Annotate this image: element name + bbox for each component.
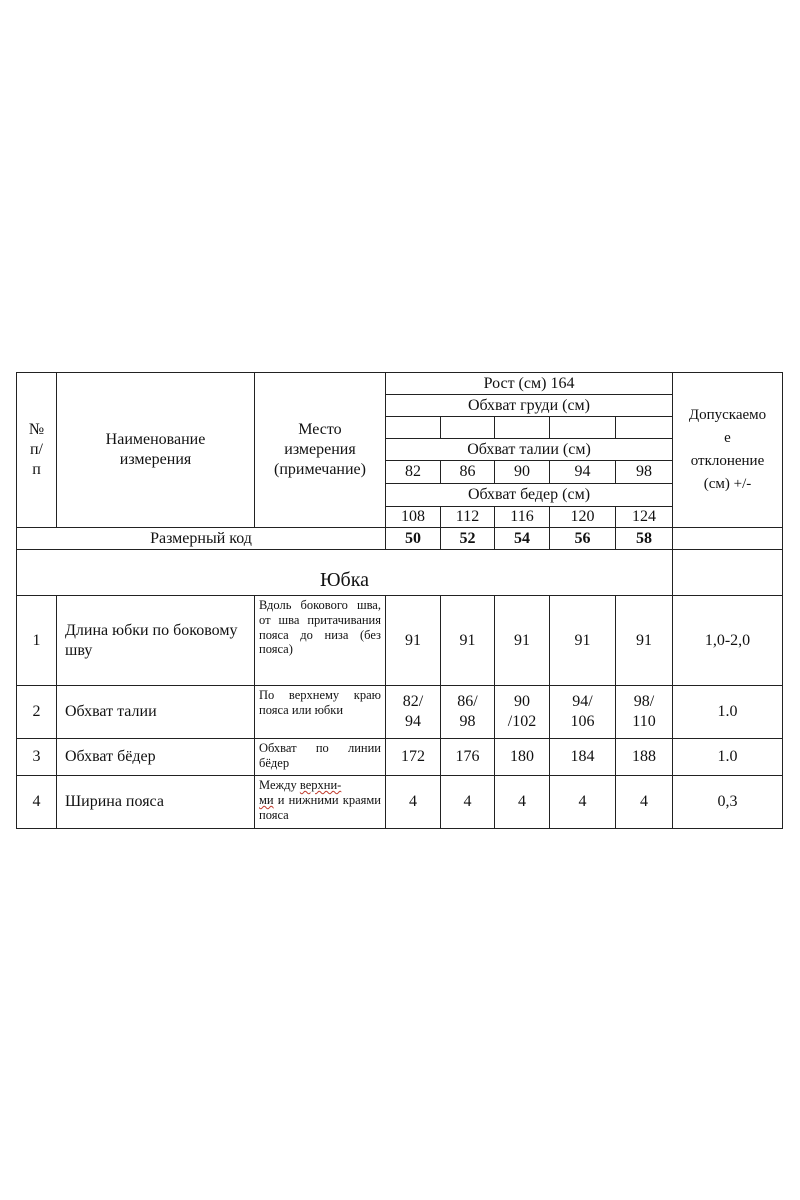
waist-value: 94 bbox=[549, 460, 616, 484]
row-measurement-name: Обхват талии bbox=[56, 685, 255, 739]
waist-value: 82 bbox=[385, 460, 441, 484]
row-value: 4 bbox=[494, 775, 550, 829]
row-value: 98/ 110 bbox=[615, 685, 673, 739]
row-tolerance: 1,0-2,0 bbox=[672, 595, 783, 686]
row-value: 91 bbox=[615, 595, 673, 686]
row-value: 184 bbox=[549, 738, 616, 776]
waist-value: 98 bbox=[615, 460, 673, 484]
row-value: 91 bbox=[494, 595, 550, 686]
row-value: 91 bbox=[549, 595, 616, 686]
size-code-label: Размерный код bbox=[16, 527, 386, 550]
chest-value-cell bbox=[615, 416, 673, 439]
row-value: 4 bbox=[440, 775, 495, 829]
row-value: 176 bbox=[440, 738, 495, 776]
row-measurement-name: Длина юбки по боковому шву bbox=[56, 595, 255, 686]
row-number: 4 bbox=[16, 775, 57, 829]
hips-value: 116 bbox=[494, 506, 550, 528]
section-tolerance-cell bbox=[672, 549, 783, 596]
row-value: 188 bbox=[615, 738, 673, 776]
row-measurement-name: Обхват бёдер bbox=[56, 738, 255, 776]
chest-value-cell bbox=[440, 416, 495, 439]
row-value: 4 bbox=[385, 775, 441, 829]
hips-value: 108 bbox=[385, 506, 441, 528]
header-height: Рост (см) 164 bbox=[385, 372, 673, 395]
chest-value-cell bbox=[494, 416, 550, 439]
chest-value-cell bbox=[385, 416, 441, 439]
note-text-part: Между bbox=[259, 778, 300, 792]
size-code-value: 58 bbox=[615, 527, 673, 550]
row-tolerance: 0,3 bbox=[672, 775, 783, 829]
hips-value: 124 bbox=[615, 506, 673, 528]
waist-value: 90 bbox=[494, 460, 550, 484]
row-value: 86/ 98 bbox=[440, 685, 495, 739]
size-code-value: 54 bbox=[494, 527, 550, 550]
size-code-value: 50 bbox=[385, 527, 441, 550]
row-number: 2 bbox=[16, 685, 57, 739]
row-value: 91 bbox=[385, 595, 441, 686]
header-number: № п/ п bbox=[16, 372, 57, 528]
row-measurement-note: Вдоль бокового шва, от шва притачивания пояса до низа (без пояса) bbox=[254, 595, 386, 686]
hips-value: 120 bbox=[549, 506, 616, 528]
row-value: 91 bbox=[440, 595, 495, 686]
row-measurement-note bbox=[254, 775, 386, 829]
row-value: 180 bbox=[494, 738, 550, 776]
note-text-part: и нижними краями пояса bbox=[259, 792, 381, 822]
size-code-tolerance-cell bbox=[672, 527, 783, 550]
chest-value-cell bbox=[549, 416, 616, 439]
section-title: Юбка bbox=[16, 549, 673, 596]
note-text-part-flagged: верхни- ми bbox=[259, 778, 342, 807]
row-number: 3 bbox=[16, 738, 57, 776]
waist-value: 86 bbox=[440, 460, 495, 484]
row-tolerance: 1.0 bbox=[672, 685, 783, 739]
row-value: 4 bbox=[549, 775, 616, 829]
hips-value: 112 bbox=[440, 506, 495, 528]
row-measurement-note: Обхват по линии бёдер bbox=[254, 738, 386, 776]
size-code-value: 56 bbox=[549, 527, 616, 550]
row-value: 4 bbox=[615, 775, 673, 829]
header-measurement-name: Наименование измерения bbox=[56, 372, 255, 528]
size-code-value: 52 bbox=[440, 527, 495, 550]
header-chest: Обхват груди (см) bbox=[385, 394, 673, 417]
header-tolerance: Допускаемо е отклонение (см) +/- bbox=[672, 372, 783, 528]
row-tolerance: 1.0 bbox=[672, 738, 783, 776]
row-measurement-note: По верхнему краю пояса или юбки bbox=[254, 685, 386, 739]
row-value: 82/ 94 bbox=[385, 685, 441, 739]
row-value: 94/ 106 bbox=[549, 685, 616, 739]
row-value: 90 /102 bbox=[494, 685, 550, 739]
row-measurement-name: Ширина пояса bbox=[56, 775, 255, 829]
header-waist: Обхват талии (см) bbox=[385, 438, 673, 461]
header-measurement-place: Место измерения (примечание) bbox=[254, 372, 386, 528]
header-hips: Обхват бедер (см) bbox=[385, 483, 673, 507]
row-number: 1 bbox=[16, 595, 57, 686]
row-value: 172 bbox=[385, 738, 441, 776]
